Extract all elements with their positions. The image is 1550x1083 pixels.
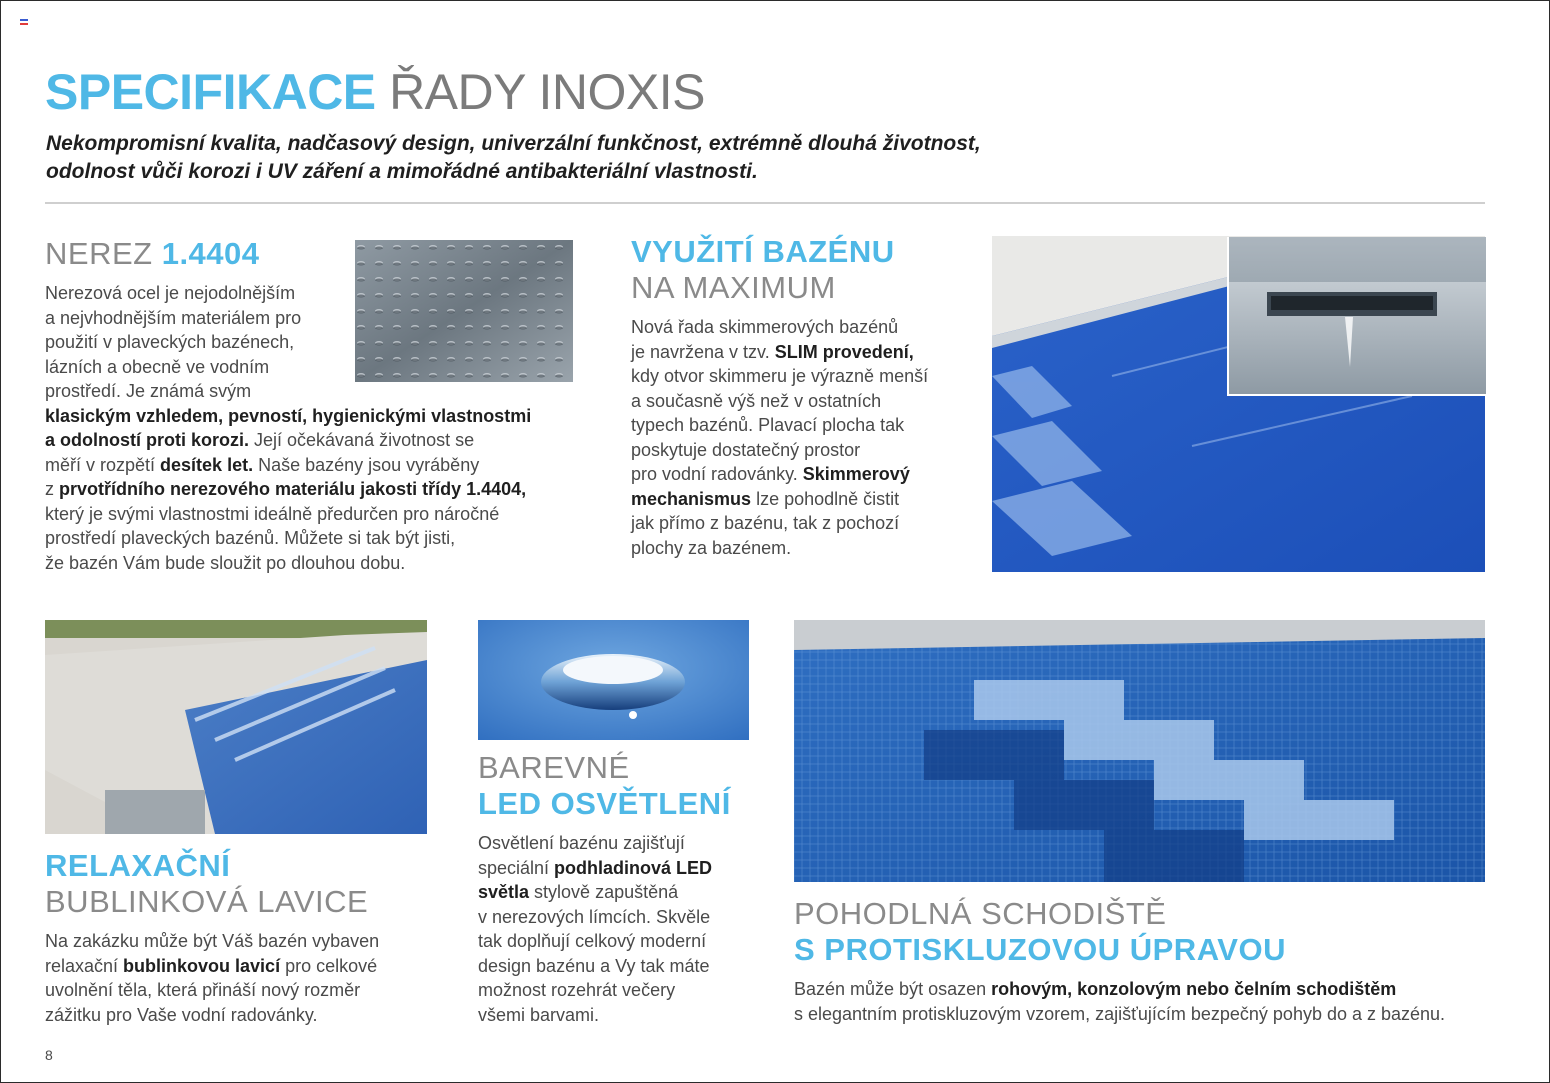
nerez-line: že bazén Vám bude sloužit po dlouhou dobu. — [45, 552, 406, 573]
vyuziti-bold: Skimmerový — [802, 464, 910, 484]
relax-text-run: relaxační — [45, 955, 124, 976]
nerez-line: prostředí. Je známá svým — [45, 381, 252, 401]
subtitle-line-2: odolnost vůči korozi i UV záření a mimořádné antibakteriální vlastnosti. — [46, 160, 758, 183]
vyuziti-line: poskytuje dostatečný prostor — [631, 439, 861, 460]
schody-line: s elegantním protiskluzovým vzorem, zajišťujícím bezpečný pohyb do a z bazénu. — [794, 1003, 1446, 1024]
page-number: 8 — [45, 1047, 53, 1063]
nerez-bold: a odolností proti korozi. — [45, 430, 249, 450]
nerez-line: lázních a obecně ve vodním — [45, 356, 270, 377]
led-line — [478, 880, 768, 905]
relax-text-run: pro celkové — [280, 955, 378, 976]
led-line — [478, 856, 768, 881]
nerez-text-run: Její očekávaná životnost se — [249, 430, 475, 450]
led-bold: světla — [478, 882, 530, 902]
vyuziti-line: jak přímo z bazénu, tak z pochozí — [631, 513, 900, 533]
schody-line — [794, 977, 1484, 1002]
led-line: všemi barvami. — [478, 1004, 600, 1025]
led-heading-light: BAREVNÉ — [478, 750, 630, 785]
vyuziti-line: Nová řada skimmerových bazénů — [631, 317, 899, 337]
relax-heading-light: BUBLINKOVÁ LAVICE — [45, 884, 369, 919]
nerez-heading-strong: 1.4404 — [161, 236, 260, 271]
page-title — [45, 62, 705, 122]
vyuziti-text — [631, 315, 981, 560]
nerez-line: prostředí plaveckých bazénů. Můžete si tak být jisti, — [45, 528, 456, 548]
subtitle-line-1: Nekompromisní kvalita, nadčasový design, univerzální funkčnost, extrémně dlouhá životnost, — [46, 132, 981, 155]
led-bold: podhladinová LED — [554, 857, 713, 878]
vyuziti-line — [631, 462, 981, 487]
led-light-photo — [478, 620, 749, 740]
relax-line — [45, 954, 445, 979]
schody-heading — [794, 896, 1286, 968]
skimmer-inset-photo — [1227, 237, 1486, 396]
relax-heading-strong: RELAXAČNÍ — [45, 848, 231, 883]
corner-mark — [20, 19, 28, 25]
led-line: Osvětlení bazénu zajišťují — [478, 833, 685, 853]
nerez-line — [45, 477, 585, 502]
schody-bold: rohovým, konzolovým nebo čelním schodištěm — [991, 979, 1397, 999]
nerez-line: Nerezová ocel je nejodolnějším — [45, 283, 296, 303]
nerez-text-run: Naše bazény jsou vyráběny — [253, 454, 480, 475]
relax-text — [45, 929, 445, 1027]
nerez-bold: klasickým vzhledem, pevností, hygienickými vlastnostmi — [45, 405, 532, 426]
bubble-bench-photo — [45, 620, 427, 834]
relax-heading — [45, 848, 368, 920]
nerez-heading — [45, 236, 260, 272]
schody-text-run: Bazén může být osazen — [794, 979, 992, 999]
schody-heading-strong: S PROTISKLUZOVOU ÚPRAVOU — [794, 932, 1286, 967]
nerez-line — [45, 453, 585, 478]
led-heading-strong: LED OSVĚTLENÍ — [478, 786, 731, 821]
led-line: možnost rozehrát večery — [478, 980, 676, 1000]
vyuziti-line — [631, 340, 981, 365]
nerez-bold: prvotřídního nerezového materiálu jakosti třídy 1.4404, — [59, 479, 527, 499]
relax-line: uvolnění těla, která přináší nový rozměr — [45, 980, 361, 1000]
led-line: design bazénu a Vy tak máte — [478, 955, 710, 976]
divider — [45, 202, 1485, 204]
vyuziti-text-run: lze pohodlně čistit — [751, 488, 900, 509]
vyuziti-line: plochy za bazénem. — [631, 537, 792, 558]
vyuziti-bold: SLIM provedení, — [774, 341, 914, 362]
nerez-heading-light: NEREZ — [45, 236, 153, 271]
title-light: ŘADY INOXIS — [389, 64, 705, 120]
vyuziti-line: a současně výš než v ostatních — [631, 390, 882, 411]
nerez-line — [45, 404, 585, 429]
vyuziti-line — [631, 487, 981, 512]
led-heading — [478, 750, 731, 822]
led-text — [478, 831, 768, 1027]
nerez-line — [45, 428, 585, 453]
led-text-run: stylově zapuštěná — [529, 882, 679, 902]
led-text-run: speciální — [478, 857, 555, 878]
relax-line: Na zakázku může být Váš bazén vybaven — [45, 931, 380, 951]
vyuziti-heading-strong: VYUŽITÍ BAZÉNU — [631, 234, 895, 269]
title-strong: SPECIFIKACE — [45, 64, 376, 120]
vyuziti-heading — [631, 234, 895, 306]
nerez-text — [45, 281, 585, 575]
vyuziti-text-run: pro vodní radovánky. — [631, 464, 803, 484]
schody-text — [794, 977, 1484, 1026]
relax-line: zážitku pro Vaše vodní radovánky. — [45, 1004, 318, 1025]
schody-heading-light: POHODLNÁ SCHODIŠTĚ — [794, 896, 1167, 931]
page-subtitle — [46, 130, 1146, 186]
nerez-text-run: měří v rozpětí — [45, 454, 161, 475]
nerez-bold: desítek let. — [160, 454, 254, 475]
nerez-line: a nejvhodnějším materiálem pro — [45, 307, 302, 328]
nerez-line: který je svými vlastnostmi ideálně předurčen pro náročné — [45, 503, 500, 524]
stairs-photo — [794, 620, 1485, 882]
led-line: tak doplňují celkový moderní — [478, 931, 707, 951]
nerez-line: použití v plaveckých bazénech, — [45, 332, 295, 352]
vyuziti-text-run: je navržena v tzv. — [631, 341, 775, 362]
led-line: v nerezových límcích. Skvěle — [478, 906, 711, 927]
vyuziti-bold: mechanismus — [631, 488, 752, 509]
vyuziti-line: kdy otvor skimmeru je výrazně menší — [631, 366, 929, 386]
nerez-text-run: z — [45, 479, 60, 499]
relax-bold: bublinkovou lavicí — [123, 955, 281, 976]
vyuziti-line: typech bazénů. Plavací plocha tak — [631, 415, 905, 435]
vyuziti-heading-light: NA MAXIMUM — [631, 270, 836, 305]
